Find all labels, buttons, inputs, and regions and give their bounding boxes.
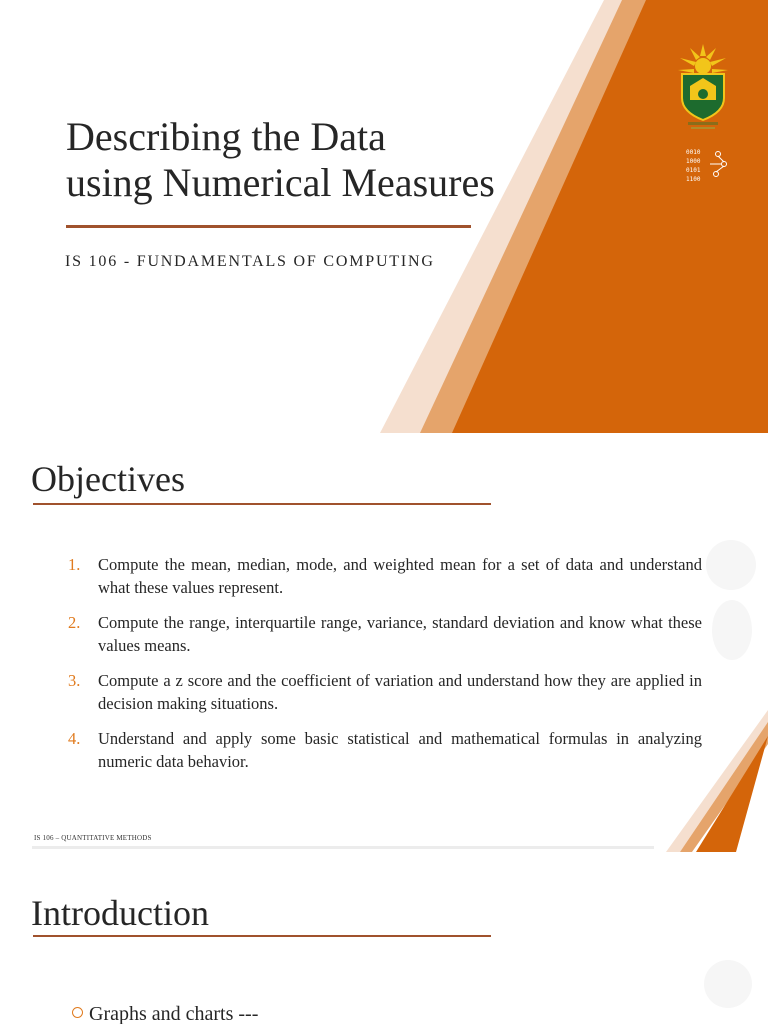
item-text: Compute the range, interquartile range, variance, standard deviation and know what these values means.	[98, 613, 702, 655]
title-line-1: Describing the Data	[66, 114, 386, 159]
list-item	[72, 1003, 258, 1024]
item-text: Compute the mean, median, mode, and weighted mean for a set of data and understand what these values represent.	[98, 555, 702, 597]
university-seal-logo	[676, 42, 730, 130]
introduction-heading: Introduction	[31, 893, 209, 933]
faint-circle-decoration	[712, 600, 752, 660]
svg-text:1100: 1100	[686, 176, 701, 183]
item-text: Understand and apply some basic statistical and mathematical formulas in analyzing numeric data behavior.	[98, 729, 702, 771]
item-number: 4.	[68, 729, 81, 748]
footer-divider	[32, 846, 654, 849]
binary-circuit-icon	[680, 138, 732, 188]
bullet-text: Graphs and charts ---	[89, 1003, 259, 1024]
introduction-slide	[0, 860, 768, 1024]
faint-circle-decoration	[706, 540, 756, 590]
faint-circle-decoration	[704, 960, 752, 1008]
objectives-slide	[0, 440, 768, 852]
svg-text:1000: 1000	[686, 158, 701, 165]
title-slide	[0, 0, 768, 433]
corner-stripes-decoration	[640, 710, 768, 852]
item-number: 2.	[68, 613, 81, 632]
presentation-subtitle: IS 106 - FUNDAMENTALS OF COMPUTING	[65, 253, 435, 270]
list-item	[66, 669, 702, 715]
item-number: 3.	[68, 671, 81, 690]
objectives-heading: Objectives	[31, 459, 185, 499]
svg-text:0101: 0101	[686, 167, 701, 174]
item-text: Compute a z score and the coefficient of variation and understand how they are applied in decision making situations.	[98, 671, 702, 713]
svg-text:0010: 0010	[686, 149, 701, 156]
orange-diagonal-stripes	[0, 0, 768, 433]
slide-footer: IS 106 – QUANTITATIVE METHODS	[34, 834, 152, 842]
heading-underline	[33, 935, 491, 937]
list-item	[66, 727, 702, 773]
title-line-2: using Numerical Measures	[66, 160, 495, 205]
list-item	[66, 553, 702, 599]
objectives-list	[66, 553, 702, 785]
heading-underline	[33, 503, 491, 505]
circle-bullet-icon	[72, 1007, 83, 1018]
presentation-title	[66, 114, 495, 206]
title-underline	[66, 225, 471, 228]
list-item	[66, 611, 702, 657]
item-number: 1.	[68, 555, 81, 574]
